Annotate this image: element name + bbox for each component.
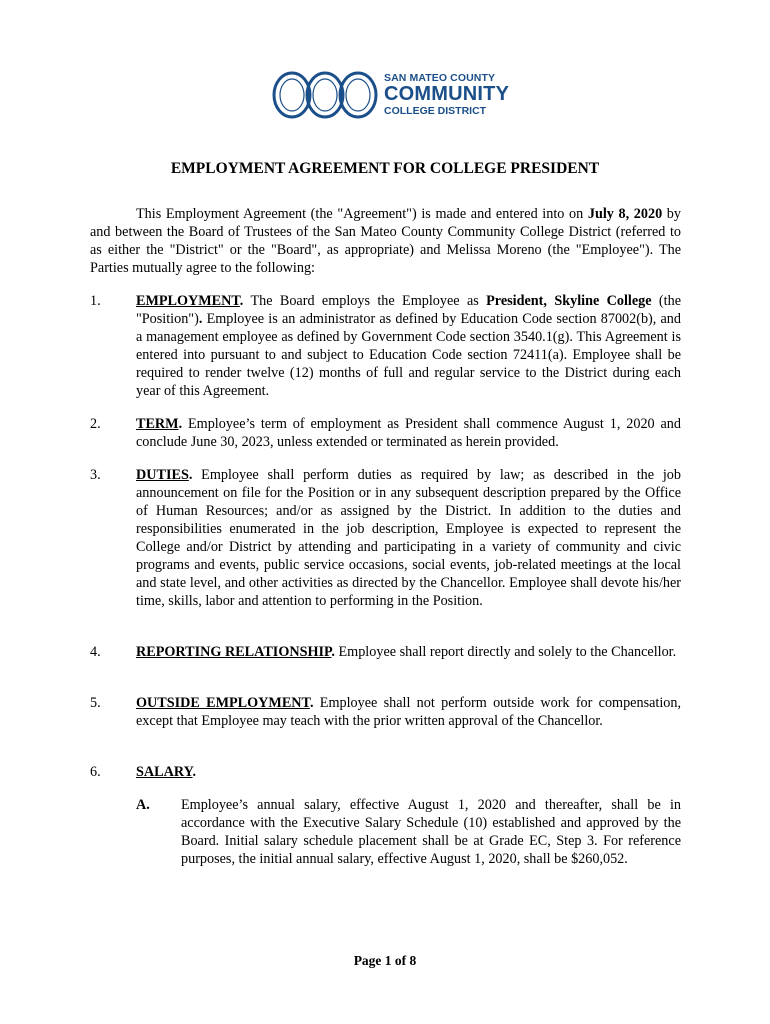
section-number: 4. bbox=[90, 644, 101, 660]
section-reporting-relationship bbox=[90, 643, 681, 661]
section-body bbox=[136, 763, 681, 781]
section-heading: EMPLOYMENT bbox=[136, 293, 240, 309]
intro-text-2: by and between the Board of Trustees of the San Mateo County Community College District (referred to as either the "District" or the "Board", as appropriate) and Melissa Moreno (the "Employee"). The Parties mutually agree to the following: bbox=[90, 206, 681, 276]
section-text: Employee shall report directly and solely to the Chancellor. bbox=[334, 644, 677, 660]
document-title: EMPLOYMENT AGREEMENT FOR COLLEGE PRESIDENT bbox=[170, 160, 600, 177]
logo-line-3: COLLEGE DISTRICT bbox=[384, 105, 487, 117]
section-heading: SALARY bbox=[136, 764, 193, 780]
section-term bbox=[90, 415, 681, 451]
section-heading: REPORTING RELATIONSHIP bbox=[136, 644, 332, 660]
section-text: Employee is an administrator as defined by Education Code section 87002(b), and a management employee as defined by Government Code section 3540.1(g). This Agreement is entered into pursuant to and subject to Education Code section 72411(a). Employee shall be required to render twelve (12) months of full and regular service to the District during each year of this Agreement. bbox=[136, 311, 681, 399]
intro-date: July 8, 2020 bbox=[587, 206, 663, 222]
section-text: (the "Position") bbox=[136, 293, 681, 327]
intro-text-1: This Employment Agreement (the "Agreement") is made and entered into on bbox=[136, 206, 588, 222]
section-body bbox=[136, 694, 681, 730]
section-heading: DUTIES bbox=[136, 467, 189, 483]
logo-line-2: COMMUNITY bbox=[384, 83, 510, 105]
heading-punct: . bbox=[192, 764, 197, 780]
section-duties bbox=[90, 466, 681, 610]
subsection-letter: A. bbox=[136, 797, 150, 813]
subsection-salary-a bbox=[136, 796, 681, 868]
section-number: 3. bbox=[90, 467, 101, 483]
section-number: 6. bbox=[90, 764, 101, 780]
subsection-text: Employee’s annual salary, effective August 1, 2020 and thereafter, shall be in accordance with the Executive Salary Schedule (10) established and approved by the Board. Initial salary schedule placement shall be at Grade EC, Step 3. For reference purposes, the initial annual salary, effective August 1, 2020, shall be $260,052. bbox=[181, 797, 681, 867]
section-outside-employment bbox=[90, 694, 681, 730]
logo-line-1: SAN MATEO COUNTY bbox=[384, 72, 496, 84]
section-heading: OUTSIDE EMPLOYMENT bbox=[136, 695, 310, 711]
page-number: Page 1 of 8 bbox=[353, 953, 417, 968]
section-body bbox=[136, 292, 681, 400]
section-body bbox=[136, 643, 681, 661]
section-number: 2. bbox=[90, 416, 101, 432]
section-body bbox=[136, 466, 681, 610]
section-text: Employee’s term of employment as President shall commence August 1, 2020 and conclude June 30, 2023, unless extended or terminated as herein provided. bbox=[136, 416, 681, 450]
rings-logo-icon bbox=[270, 66, 382, 122]
intro-paragraph bbox=[90, 205, 681, 277]
section-text: The Board employs the Employee as bbox=[243, 293, 487, 309]
section-number: 5. bbox=[90, 695, 101, 711]
section-number: 1. bbox=[90, 293, 101, 309]
heading-punct: . bbox=[188, 467, 193, 483]
heading-punct: . bbox=[309, 695, 314, 711]
section-heading: TERM bbox=[136, 416, 179, 432]
heading-punct: . bbox=[239, 293, 244, 309]
heading-punct: . bbox=[178, 416, 183, 432]
section-text: . bbox=[198, 311, 203, 327]
section-text: Employee shall perform duties as required by law; as described in the job announcement on file for the Position or in any subsequent description prepared by the Office of Human Resources; and/or as assigned by the District. In addition to the duties and responsibilities enumerated in the job description, Employee is expected to represent the College and/or District by attending and participating in a variety of community and civic programs and events, public service occasions, social events, job-related meetings at the local and state level, and other activities as directed by the Chancellor. Employee shall devote his/her time, skills, labor and attention to performing in the Position. bbox=[136, 467, 681, 609]
district-logo bbox=[270, 66, 510, 126]
logo-wordmark bbox=[384, 72, 509, 117]
section-employment bbox=[90, 292, 681, 400]
position-title: President, Skyline College bbox=[486, 293, 652, 309]
section-salary bbox=[90, 763, 681, 781]
section-body bbox=[136, 415, 681, 451]
heading-punct: . bbox=[331, 644, 335, 660]
section-text: Employee shall not perform outside work for compensation, except that Employee may teach with the prior written approval of the Chancellor. bbox=[136, 695, 681, 729]
